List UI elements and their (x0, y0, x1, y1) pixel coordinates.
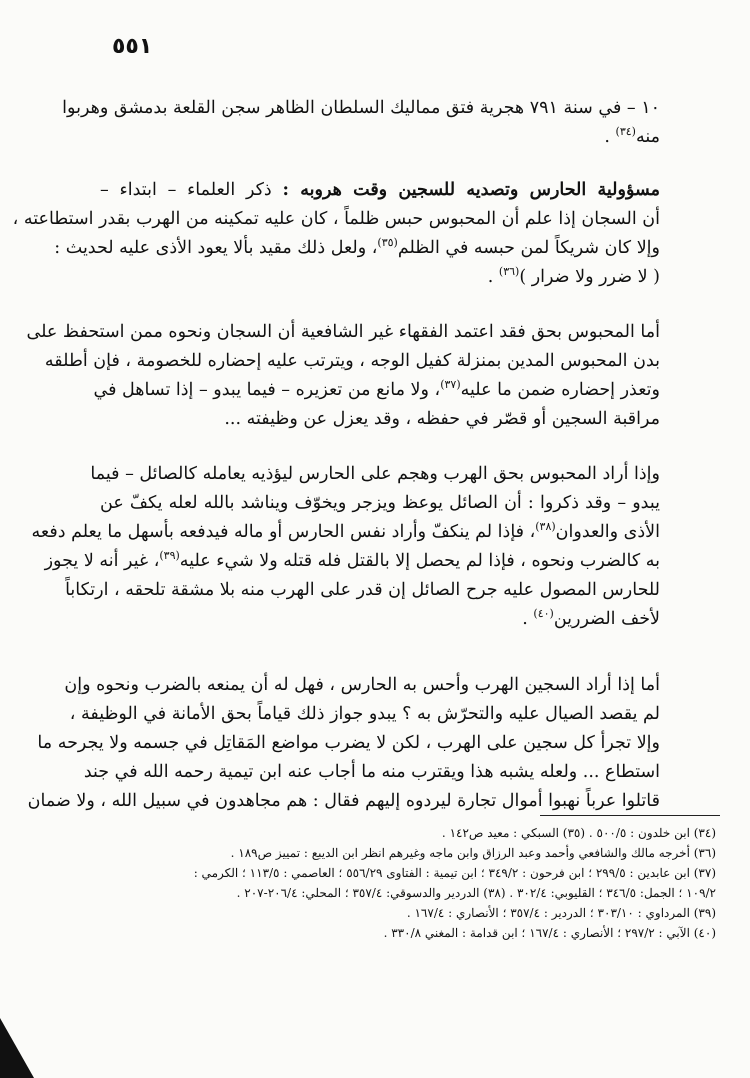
text-span: ، غير أنه لا يجوز (44, 551, 160, 571)
text-span: ذكر العلماء – ابتداء – (100, 180, 283, 200)
text-line (44, 547, 660, 576)
text-span: . (522, 609, 534, 629)
text-line: يبدو – وقد ذكروا : أن الصائل يوعظ ويزجر ويخوّف ويناشد بالله لعله يكفّ عن (100, 493, 660, 513)
text-line (100, 605, 660, 634)
footnote-ref: (٣٥) (377, 236, 398, 250)
text-line: مراقبة السجين أو قصّر في حفظه ، وقد يعزل عن وظيفته ... (224, 409, 660, 429)
text-span: ، ولعل ذلك مقيد بألا يعود الأذى عليه لحديث : (54, 238, 378, 258)
footnotes (96, 823, 716, 943)
text-line (100, 263, 660, 292)
text-span: ( لا ضرر ولا ضرار ) (519, 267, 660, 287)
text-span: الأذى والعدوان (555, 522, 660, 542)
footnote-line: (٤٠) الآبي : ٢٩٧/٢ ؛ الأنصاري : ١٦٧/٤ ؛ ابن قدامة : المغني ٣٣٠/٨ . (383, 926, 716, 940)
text-span: . (604, 127, 616, 147)
paragraph-3 (31, 460, 660, 634)
item-10 (62, 94, 660, 152)
text-span: لأخف الضررين (553, 609, 660, 629)
text-span: منه (635, 127, 660, 147)
footnote-ref: (٤٠) (533, 607, 554, 621)
footnote-line: (٣٧) ابن عابدين : ٢٩٩/٥ ؛ ابن فرحون : ٣٤٩/٢ ؛ ابن تيمية : الفتاوى ٥٥٦/٢٩ ؛ العاصمي : ١١٣/٥ ؛ الكرمي : (193, 866, 716, 880)
text-line: استطاع ... ولعله يشبه هذا ويقترب منه ما أجاب عنه ابن تيمية رحمه الله في جند (83, 762, 660, 782)
paragraph-4 (27, 671, 660, 816)
text-span: وإلا كان شريكاً لمن حبسه في الظلم (397, 238, 660, 258)
footnote-line: (٣٦) أخرجه مالك والشافعي وأحمد وعبد الرزاق وابن ماجه وغيرهم انظر ابن الديبع : تمييز ص١٨٩ . (230, 846, 716, 860)
footnote-ref: (٣٩) (159, 549, 180, 563)
text-line: وإذا أراد المحبوس بحق الهرب وهجم على الحارس ليؤذيه يعامله كالصائل – فيما (90, 464, 660, 484)
section-responsibility (12, 176, 660, 292)
footnote-ref: (٣٧) (440, 378, 461, 392)
footnote-divider (540, 815, 720, 816)
text-line (93, 376, 660, 405)
text-line: أما إذا أراد السجين الهرب وأحس به الحارس ، فهل له أن يمنعه بالضرب ونحوه وإن (64, 675, 660, 695)
text-line: لم يقصد الصيال عليه والتحرّش به ؟ يبدو جواز ذلك قياماً بحق الأمانة في الوظيفة ، (69, 704, 660, 724)
text-line: بدن المحبوس المدين بمنزلة كفيل الوجه ، ويترتب عليه إحضاره للخصومة ، فإن أطلقه (44, 351, 660, 371)
corner-triangle-mark (0, 1018, 34, 1078)
footnote-line: ١٠٩/٢ ؛ الجمل: ٣٤٦/٥ ؛ القليوبي: ٣٠٢/٤ . (٣٨) الدردير والدسوقي: ٣٥٧/٤ ؛ المحلي: ٢٠٦/٤-٢٠٧ . (236, 886, 716, 900)
text-line: للحارس المصول عليه جرح الصائل إن قدر على الهرب منه بلا مشقة تلحقه ، ارتكاباً (65, 580, 660, 600)
text-line (54, 234, 660, 263)
text-line (100, 176, 660, 205)
footnote-ref: (٣٦) (498, 265, 520, 279)
text-line: أما المحبوس بحق فقد اعتمد الفقهاء غير الشافعية أن السجان ونحوه ممن استحفظ على (26, 322, 660, 342)
text-span: ، فإذا لم ينكفّ وأراد نفس الحارس أو ماله فيدفعه بأسهل ما يعلم دفعه (31, 522, 536, 542)
section-heading: مسؤولية الحارس وتصديه للسجين وقت هروبه : (282, 180, 660, 200)
paragraph-2 (26, 318, 660, 434)
text-line: وإلا تجرأ كل سجين على الهرب ، لكن لا يضرب مواضع المَقاتِل في جسمه ولا يجرحه ما (37, 733, 660, 753)
text-span: به كالضرب ونحوه ، فإذا لم يحصل إلا بالقتل فله قتله ولا شيء عليه (179, 551, 660, 571)
text-span: ، ولا مانع من تعزيره – فيما يبدو – إذا تساهل في (93, 380, 441, 400)
text-line: ١٠ – في سنة ٧٩١ هجرية فتق مماليك السلطان الظاهر سجن القلعة بدمشق وهربوا (62, 98, 660, 118)
text-span: . (487, 267, 499, 287)
footnote-ref: (٣٨) (535, 520, 556, 534)
text-line (31, 518, 660, 547)
text-line: أن السجان إذا علم أن المحبوس حبس ظلماً ، كان عليه تمكينه من الهرب بقدر استطاعته ، (12, 209, 660, 229)
text-span: وتعذر إحضاره ضمن ما عليه (460, 380, 660, 400)
footnote-line: (٣٤) ابن خلدون : ٥٠٠/٥ . (٣٥) السبكي : معيد ص١٤٢ . (441, 826, 716, 840)
footnote-ref: (٣٤) (615, 125, 636, 139)
text-line (100, 123, 660, 152)
footnote-line: (٣٩) المرداوي : ٣٠٣/١٠ ؛ الدردير : ٣٥٧/٤ ؛ الأنصاري : ١٦٧/٤ . (406, 906, 716, 920)
page-number: ٥٥١ (112, 34, 153, 59)
text-line: قاتلوا عرباً نهبوا أموال تجارة ليردوه إليهم فقال : هم مجاهدون في سبيل الله ، ولا ضمان (27, 791, 660, 811)
